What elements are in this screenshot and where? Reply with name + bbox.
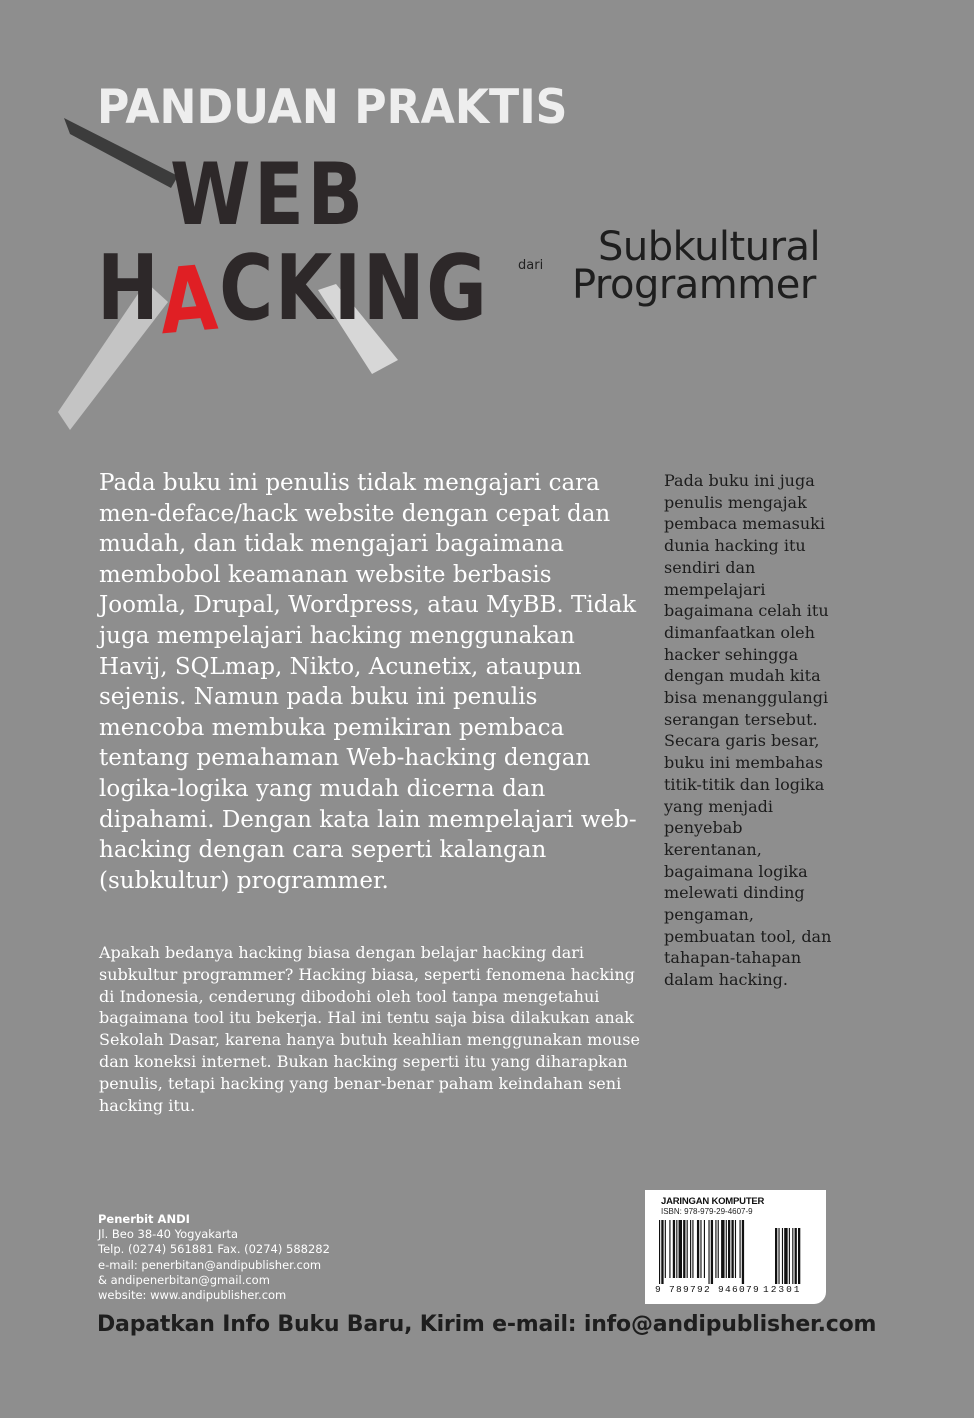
- barcode-bar: [692, 1220, 693, 1278]
- barcode-bar: [687, 1220, 688, 1278]
- barcode-category: JARINGAN KOMPUTER: [661, 1196, 765, 1207]
- barcode-digits-main: 9 789792 946079: [655, 1284, 761, 1295]
- subtitle: [572, 224, 832, 308]
- from-word: dari: [518, 258, 544, 273]
- publisher-address: Jl. Beo 38-40 Yogyakarta: [98, 1227, 239, 1242]
- barcode-bar: [700, 1220, 701, 1278]
- barcode-bar: [726, 1220, 727, 1278]
- subtitle-line-2: Programmer: [572, 262, 816, 308]
- logo-hacking-prefix: H: [97, 236, 161, 341]
- publisher-name: Penerbit ANDI: [98, 1212, 190, 1226]
- publisher-email-2: & andipenerbitan@gmail.com: [98, 1272, 270, 1287]
- logo-word-hacking: [97, 236, 489, 356]
- barcode-bar: [669, 1220, 670, 1278]
- isbn-barcode-label: [645, 1190, 826, 1304]
- barcode-bar: [676, 1220, 677, 1278]
- publisher-info: [98, 1212, 330, 1303]
- barcode-addon-bar: [798, 1228, 800, 1284]
- barcode-digits-addon: 12301: [763, 1284, 802, 1295]
- barcode-bar: [661, 1220, 663, 1284]
- barcode-bar: [715, 1220, 716, 1278]
- barcode-addon-bar: [775, 1228, 777, 1284]
- barcode-isbn: ISBN: 978-979-29-4607-9: [661, 1207, 753, 1216]
- barcode-addon-bar: [795, 1228, 797, 1284]
- barcode-bar: [697, 1220, 699, 1278]
- logo-shard-graphics: [0, 0, 974, 440]
- barcode-bar: [690, 1220, 691, 1278]
- barcode-bar: [740, 1220, 741, 1278]
- barcode-bar: [665, 1220, 666, 1278]
- publisher-email-1: e-mail: penerbitan@andipublisher.com: [98, 1257, 322, 1272]
- barcode-addon-bar: [789, 1228, 790, 1284]
- barcode-bar: [742, 1220, 744, 1284]
- publisher-phone: Telp. (0274) 561881 Fax. (0274) 588282: [98, 1242, 330, 1257]
- logo-hacking-suffix: CKING: [219, 236, 489, 341]
- barcode-bar: [721, 1220, 724, 1278]
- barcode-addon-bar: [784, 1228, 787, 1284]
- series-title: PANDUAN PRAKTIS: [97, 80, 568, 135]
- barcode-bar: [711, 1220, 713, 1284]
- barcode-bar: [683, 1220, 685, 1278]
- logo-word-web: WEB: [170, 145, 367, 245]
- barcode-bar: [708, 1220, 709, 1284]
- publisher-website: website: www.andipublisher.com: [98, 1288, 287, 1303]
- barcode-addon-bar: [778, 1228, 779, 1284]
- barcode-bar: [728, 1220, 730, 1278]
- side-paragraph: Pada buku ini juga penulis mengajak pembaca memasuki dunia hacking itu sendiri dan mempelajari bagaimana celah itu dimanfaatkan oleh hacker sehingga dengan mudah kita bisa menanggulangi serangan tersebut. Secara garis besar, buku ini membahas titik-titik dan logika yang menjadi penyebab kerentanan, bagaimana logika melewati dinding pengaman, pembuatan tool, dan tahapan-tahapan dalam hacking.: [664, 471, 832, 990]
- barcode-addon-bar: [782, 1228, 783, 1284]
- barcode-addon-bar: [792, 1228, 793, 1284]
- logo-hacking-red-letter: A: [157, 245, 223, 356]
- lead-paragraph: Pada buku ini penulis tidak mengajari cara men-deface/hack website dengan cepat dan mudah, dan tidak mengajari bagaimana membobol keamanan website berbasis Joomla, Drupal, Wordpress, atau MyBB. Tidak juga mempelajari hacking menggunakan Havij, SQLmap, Nikto, Acunetix, ataupun sejenis. Namun pada buku ini penulis mencoba membuka pemikiran pembaca tentang pemahaman Web-hacking dengan logika-logika yang mudah dicerna dan dipahami. Dengan kata lain mempelajari web-hacking dengan cara seperti kalangan (subkultur) programmer.: [99, 470, 637, 894]
- barcode-bars: [659, 1220, 819, 1284]
- barcode-bar: [659, 1220, 660, 1284]
- subtitle-line-1: Subkultural: [598, 224, 821, 270]
- promo-line: Dapatkan Info Buku Baru, Kirim e-mail: info@andipublisher.com: [97, 1312, 877, 1337]
- barcode-bar: [731, 1220, 733, 1278]
- barcode-bar: [704, 1220, 705, 1278]
- barcode-bar: [735, 1220, 736, 1278]
- body-paragraph: Apakah bedanya hacking biasa dengan belajar hacking dari subkultur programmer? Hacking biasa, seperti fenomena hacking di Indonesia, cenderung dibodohi oleh tool tanpa mengetahui bagaimana tool itu bekerja. Hal ini tentu saja bisa dilakukan anak Sekolah Dasar, karena hanya butuh keahlian menggunakan mouse dan koneksi internet. Bukan hacking seperti itu yang diharapkan penulis, tetapi hacking yang benar-benar paham keindahan seni hacking itu.: [99, 943, 640, 1115]
- barcode-bar: [673, 1220, 675, 1278]
- barcode-bar: [718, 1220, 719, 1278]
- barcode-bar: [679, 1220, 682, 1278]
